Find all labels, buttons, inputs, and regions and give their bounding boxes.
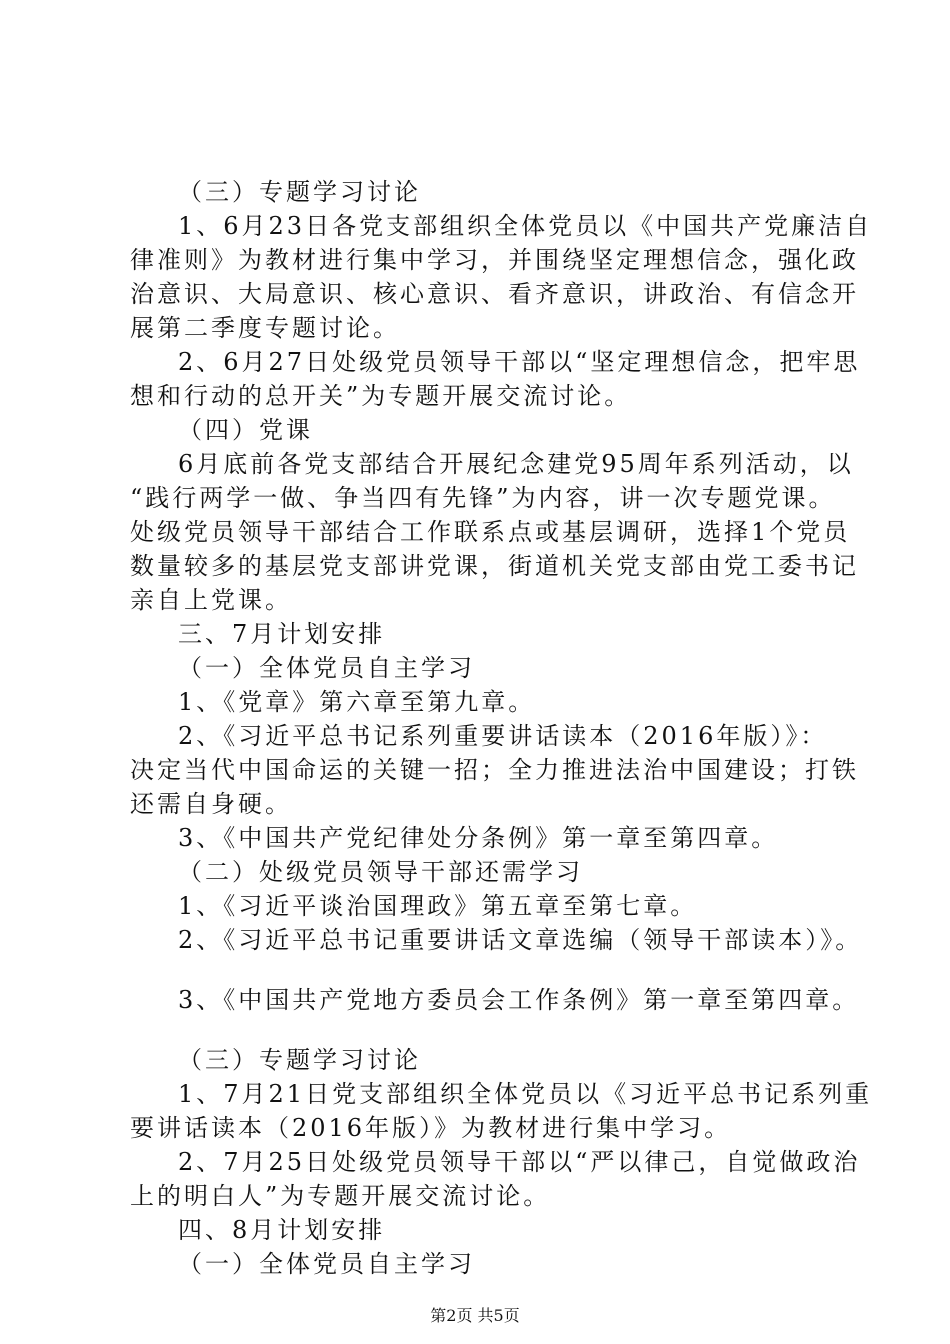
subsection-heading: （一）全体党员自主学习 [178,1250,475,1278]
paragraph-line: 处级党员领导干部结合工作联系点或基层调研，选择1个党员 [130,518,851,546]
list-item: 1、《党章》第六章至第九章。 [178,688,536,716]
section-heading: （四）党课 [178,416,313,444]
list-item: 1、《习近平谈治国理政》第五章至第七章。 [178,892,698,920]
paragraph-line: 数量较多的基层党支部讲党课，街道机关党支部由党工委书记 [130,552,859,580]
paragraph-line: 想和行动的总开关”为专题开展交流讨论。 [130,382,632,410]
section-heading: （三）专题学习讨论 [178,178,421,206]
list-item: 2、《习近平总书记系列重要讲话读本（2016年版）》： [178,722,828,750]
paragraph-line: 亲自上党课。 [130,586,292,614]
paragraph-line: 2、6月27日处级党员领导干部以“坚定理想信念，把牢思 [178,348,861,376]
paragraph-line: “践行两学一做、争当四有先锋”为内容，讲一次专题党课。 [130,484,836,512]
list-item: 3、《中国共产党地方委员会工作条例》第一章至第四章。 [178,986,860,1014]
paragraph-line: 6月底前各党支部结合开展纪念建党95周年系列活动，以 [178,450,854,478]
list-item: 3、《中国共产党纪律处分条例》第一章至第四章。 [178,824,779,852]
subsection-heading: （一）全体党员自主学习 [178,654,475,682]
section-heading: 四、8月计划安排 [178,1216,386,1244]
paragraph-line: 决定当代中国命运的关键一招；全力推进法治中国建设；打铁 [130,756,859,784]
paragraph-line: 律准则》为教材进行集中学习，并围绕坚定理想信念，强化政 [130,246,859,274]
paragraph-line: 1、7月21日党支部组织全体党员以《习近平总书记系列重 [178,1080,873,1108]
paragraph-line: 上的明白人”为专题开展交流讨论。 [130,1182,551,1210]
paragraph-line: 还需自身硬。 [130,790,292,818]
subsection-heading: （二）处级党员领导干部还需学习 [178,858,583,886]
paragraph-line: 2、7月25日处级党员领导干部以“严以律己，自觉做政治 [178,1148,861,1176]
paragraph-line: 要讲话读本（2016年版）》为教材进行集中学习。 [130,1114,732,1142]
paragraph-line: 1、6月23日各党支部组织全体党员以《中国共产党廉洁自 [178,212,873,240]
page-number-footer: 第2页 共5页 [430,1306,520,1325]
section-heading: 三、7月计划安排 [178,620,386,648]
paragraph-line: 展第二季度专题讨论。 [130,314,400,342]
list-item: 2、《习近平总书记重要讲话文章选编（领导干部读本）》。 [178,926,863,954]
paragraph-line: 治意识、大局意识、核心意识、看齐意识，讲政治、有信念开 [130,280,859,308]
subsection-heading: （三）专题学习讨论 [178,1046,421,1074]
